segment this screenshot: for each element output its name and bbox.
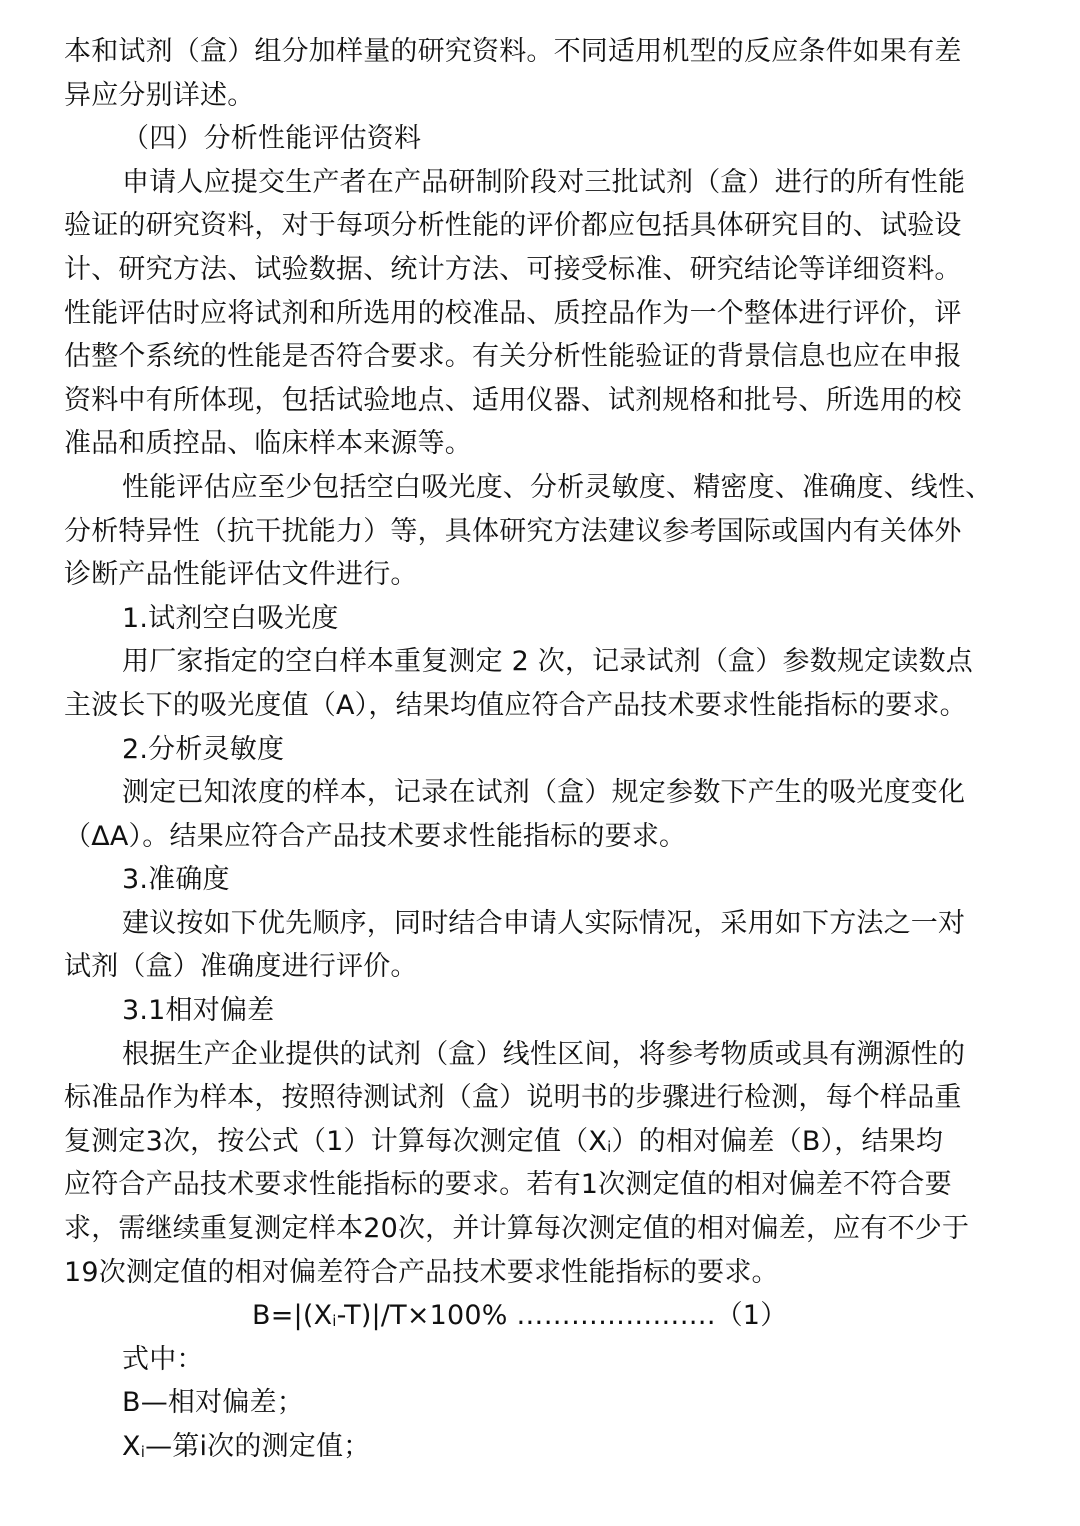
text-line-12: 分析特异性（抗干扰能力）等，具体研究方法建议参考国际或国内有关体外: [64, 515, 962, 547]
text-line-6: 计、研究方法、试验数据、统计方法、可接受标准、研究结论等详细资料。: [64, 253, 962, 285]
text-segment: ）的相对偏差（B），结果均: [611, 1125, 944, 1157]
text-line-2: 异应分别详述。: [64, 79, 255, 111]
text-line-22: 试剂（盒）准确度进行评价。: [64, 951, 418, 983]
formula-segment: B=|(X: [252, 1300, 333, 1332]
formula-segment: -T)|/T×100% ………………….（1）: [336, 1300, 788, 1332]
subscript: i: [140, 1443, 146, 1461]
text-line-29: 19次测定值的相对偏差符合产品技术要求性能指标的要求。: [64, 1256, 779, 1288]
text-line-24: 根据生产企业提供的试剂（盒）线性区间，将参考物质或具有溯源性的: [122, 1038, 966, 1070]
text-line-1: 本和试剂（盒）组分加样量的研究资料。不同适用机型的反应条件如果有差: [64, 36, 962, 67]
text-line-16: 主波长下的吸光度值（A），结果均值应符合产品技术要求性能指标的要求。: [64, 689, 967, 721]
formula-relative-bias: [64, 1294, 1016, 1338]
subheading-sensitivity: 2.分析灵敏度: [122, 733, 285, 765]
text-line-21: 建议按如下优先顺序，同时结合申请人实际情况，采用如下方法之一对: [122, 907, 966, 939]
subheading-reagent-blank: 1.试剂空白吸光度: [122, 602, 339, 634]
text-line-11: 性能评估应至少包括空白吸光度、分析灵敏度、精密度、准确度、线性、: [122, 471, 993, 503]
text-segment: X: [122, 1431, 141, 1462]
text-line-5: 验证的研究资料，对于每项分析性能的评价都应包括具体研究目的、试验设: [64, 210, 962, 242]
text-segment: 复测定3次，按公式（1）计算每次测定值（X: [64, 1125, 608, 1157]
text-line-8: 估整个系统的性能是否符合要求。有关分析性能验证的背景信息也应在申报: [64, 341, 962, 373]
text-line-13: 诊断产品性能评估文件进行。: [64, 559, 418, 591]
text-segment: —第i次的测定值；: [145, 1431, 371, 1462]
text-line-7: 性能评估时应将试剂和所选用的校准品、质控品作为一个整体进行评价，评: [64, 297, 962, 329]
text-line-25: 标准品作为样本，按照待测试剂（盒）说明书的步骤进行检测，每个样品重: [64, 1082, 962, 1114]
subheading-relative-bias: 3.1相对偏差: [122, 995, 275, 1027]
text-line-9: 资料中有所体现，包括试验地点、适用仪器、试剂规格和批号、所选用的校: [64, 384, 962, 416]
text-line-19: （ΔA）。结果应符合产品技术要求性能指标的要求。: [64, 820, 687, 852]
definition-b: B—相对偏差；: [122, 1387, 304, 1419]
text-line-28: 求，需继续重复测定样本20次，并计算每次测定值的相对偏差，应有不少于: [64, 1213, 970, 1245]
text-line-4: 申请人应提交生产者在产品研制阶段对三批试剂（盒）进行的所有性能: [122, 166, 966, 198]
subheading-accuracy: 3.准确度: [122, 864, 230, 896]
definition-xi: [64, 1425, 1016, 1469]
text-line-18: 测定已知浓度的样本，记录在试剂（盒）规定参数下产生的吸光度变化: [122, 777, 966, 809]
text-line-15: 用厂家指定的空白样本重复测定 2 次，记录试剂（盒）参数规定读数点: [122, 646, 973, 678]
text-line-26: [64, 1120, 1016, 1164]
text-line-10: 准品和质控品、临床样本来源等。: [64, 428, 472, 460]
text-line-27: 应符合产品技术要求性能指标的要求。若有1次测定值的相对偏差不符合要: [64, 1169, 952, 1201]
where-label: 式中：: [122, 1343, 204, 1375]
subscript: i: [332, 1312, 337, 1331]
subscript: i: [607, 1137, 612, 1156]
section-heading-analysis-performance: （四）分析性能评估资料: [122, 123, 422, 155]
